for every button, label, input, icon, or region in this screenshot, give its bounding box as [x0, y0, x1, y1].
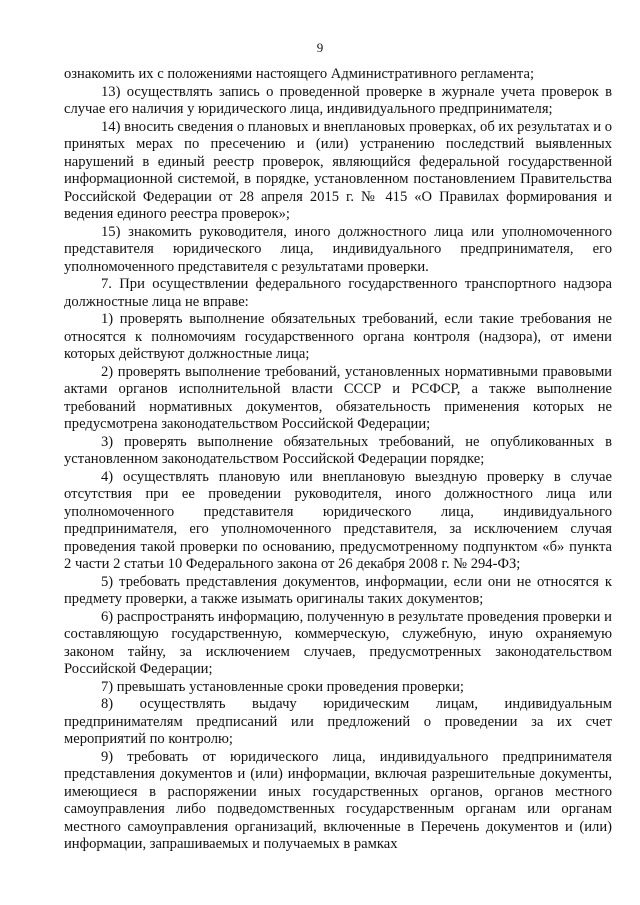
paragraph-item-14: 14) вносить сведения о плановых и внеплановых проверках, об их результатах и о принятых мерах по пресечению и (или) устранению последствий выявленных нарушений в единый реестр проверок, являющийся федеральной государственной информационной системой, в порядке, установленном постановлением Правительства Российской Федерации от 28 апреля 2015 г. № 415 «О Правилах формирования и ведения единого реестра проверок»; [64, 118, 612, 222]
paragraph-prohibition-7: 7) превышать установленные сроки проведения проверки; [101, 678, 464, 695]
paragraph-prohibition-4: 4) осуществлять плановую или внеплановую выездную проверку в случае отсутствия при ее проведении руководителя, иного должностного лица или уполномоченного представителя юридического лица, индивидуального предпринимателя, его уполномоченного представителя, за исключением случая проведения такой проверки по основанию, предусмотренному подпунктом «б» пункта 2 части 2 статьи 10 Федерального закона от 26 декабря 2008 г. № 294-ФЗ; [64, 468, 612, 572]
paragraph-item-15: 15) знакомить руководителя, иного должностного лица или уполномоченного представителя юридического лица, индивидуального предпринимателя, его уполномоченного представителя с результатами проверки. [64, 223, 612, 275]
paragraph-prohibition-3: 3) проверять выполнение обязательных требований, не опубликованных в установленном законодательством Российской Федерации порядке; [64, 433, 612, 467]
paragraph-prohibition-5: 5) требовать представления документов, информации, если они не относятся к предмету проверки, а также изымать оригиналы таких документов; [64, 573, 612, 607]
paragraph-continuation: ознакомить их с положениями настоящего Административного регламента; [64, 66, 535, 82]
paragraph-prohibition-2: 2) проверять выполнение требований, установленных нормативными правовыми актами органов исполнительной власти СССР и РСФСР, а также выполнение требований нормативных документов, обязательность применения которых не предусмотрена законодательством Российской Федерации; [64, 363, 612, 432]
paragraph-prohibition-6: 6) распространять информацию, полученную в результате проведения проверки и составляющую государственную, коммерческую, служебную, иную охраняемую законом тайну, за исключением случаев, предусмотренных законодательством Российской Федерации; [64, 608, 612, 677]
paragraph-prohibition-9: 9) требовать от юридического лица, индивидуального предпринимателя представления документов и (или) информации, включая разрешительные документы, имеющиеся в распоряжении иных государственных органов, органов местного самоуправления либо подведомственных государственным органам или органам местного самоуправления организаций, включенные в Перечень документов и (или) информации, запрашиваемых и получаемых в рамках [64, 748, 612, 852]
document-body [64, 66, 612, 854]
paragraph-prohibition-1: 1) проверять выполнение обязательных требований, если такие требования не относятся к полномочиям государственного органа контроля (надзора), от имени которых действуют должностные лица; [64, 311, 612, 362]
page-number: 9 [316, 40, 324, 55]
paragraph-prohibition-8: 8) осуществлять выдачу юридическим лицам, индивидуальным предпринимателям предписаний или предложений о проведении за их счет мероприятий по контролю; [64, 696, 612, 747]
paragraph-section-7: 7. При осуществлении федерального государственного транспортного надзора должностные лица не вправе: [64, 276, 612, 310]
paragraph-item-13: 13) осуществлять запись о проведенной проверке в журнале учета проверок в случае его наличия у юридического лица, индивидуального предпринимателя; [64, 83, 612, 117]
